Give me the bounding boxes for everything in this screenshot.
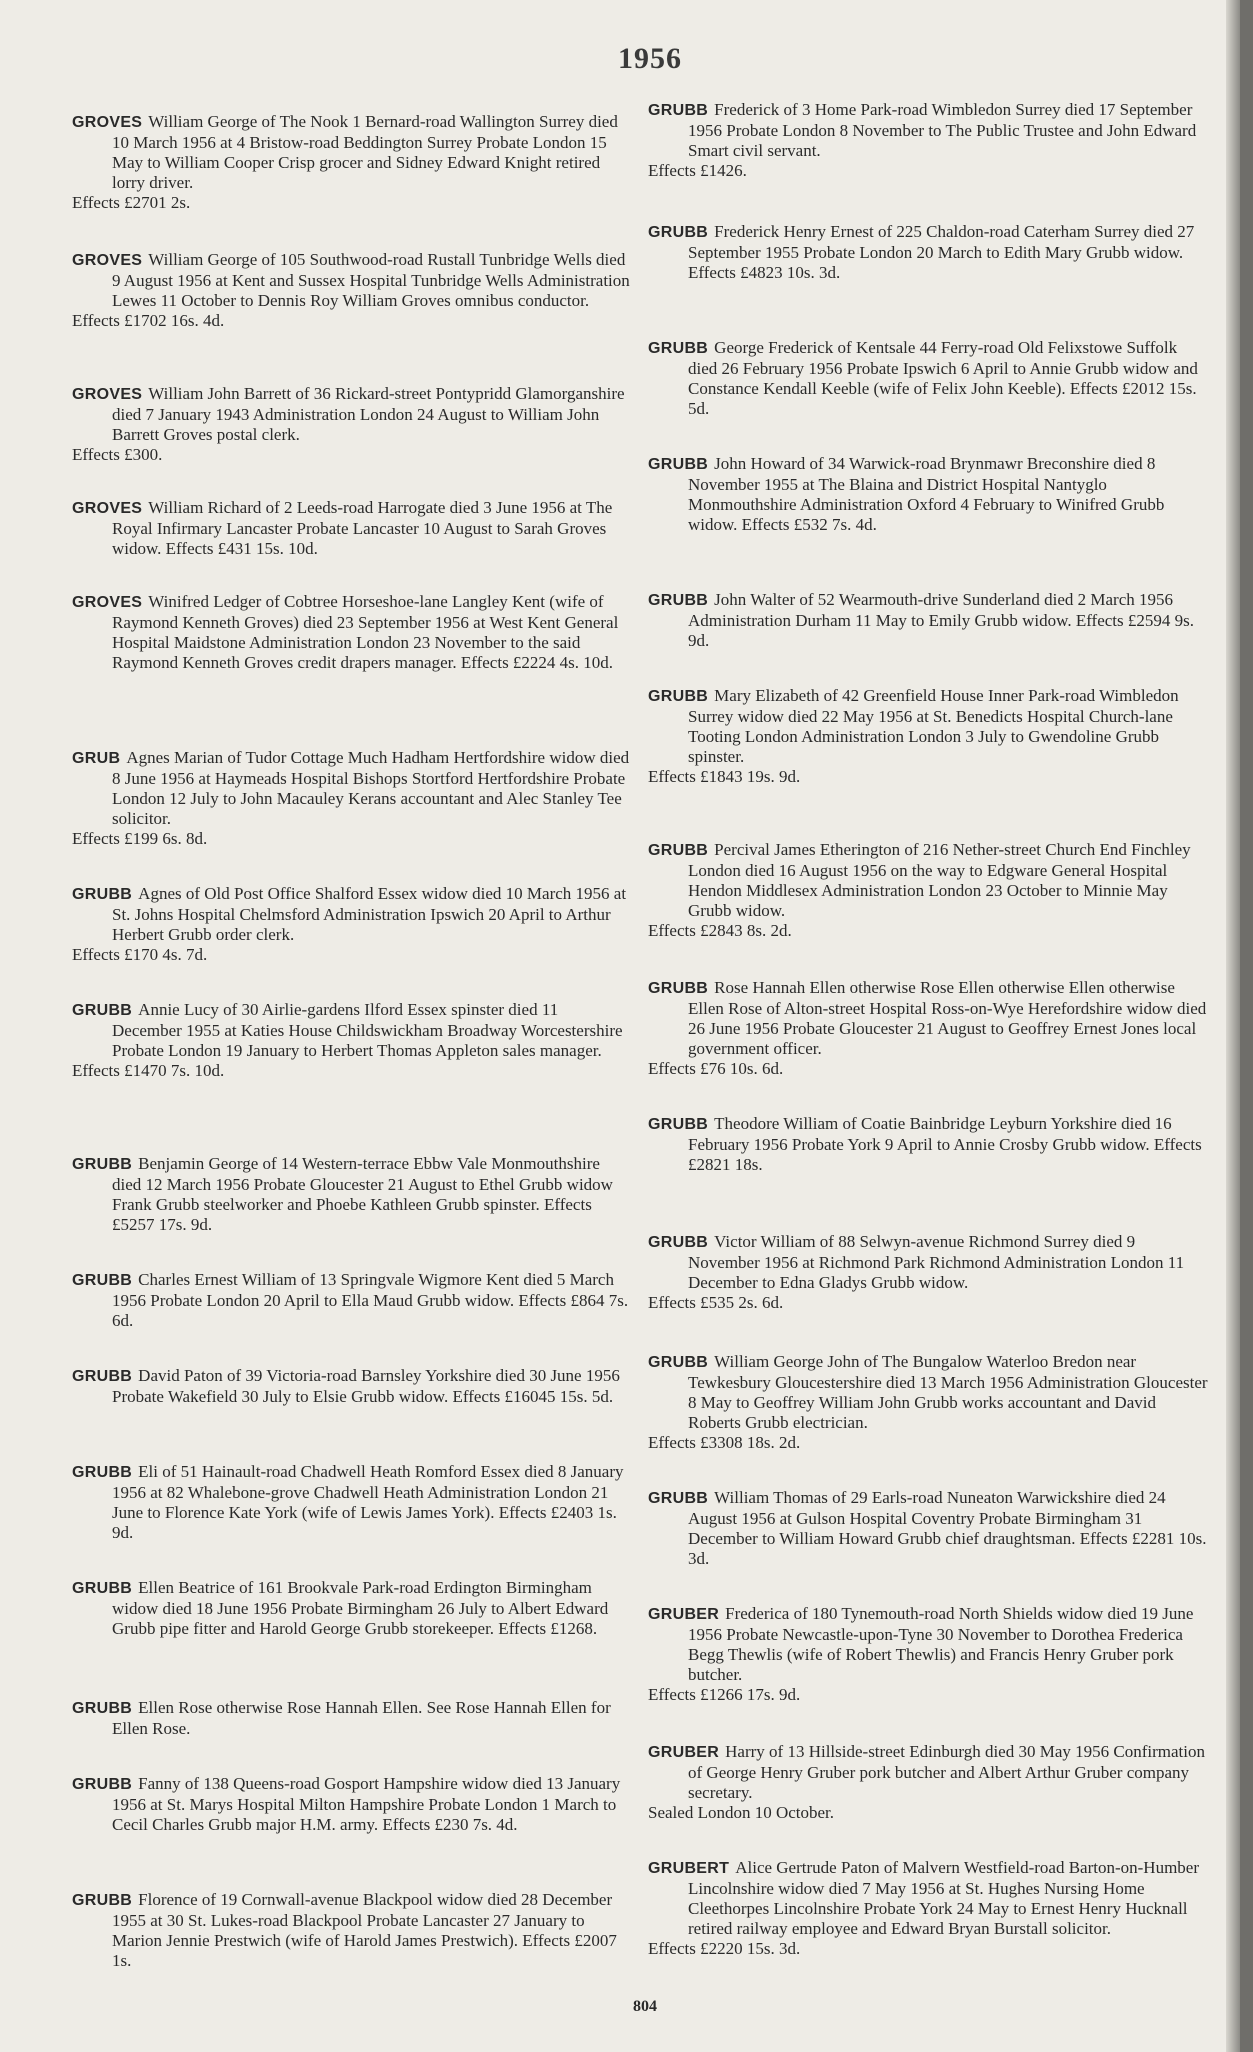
register-entry: GRUBB Frederick of 3 Home Park-road Wimbledon Surrey died 17 September 1956 Probate London 8 November to The Public Trustee and John Edward Smart civil servant. Effects £1426. bbox=[648, 100, 1197, 180]
register-entry: GRUBB Florence of 19 Cornwall-avenue Blackpool widow died 28 December 1955 at 30 St. Lukes-road Blackpool Probate Lancaster 27 January to Marion Jennie Prestwich (wife of Harold James Prestwich). Effects £2007 1s. bbox=[72, 1890, 617, 1970]
register-entry: GRUBB Victor William of 88 Selwyn-avenue Richmond Surrey died 9 November 1956 at Richmond Park Richmond Administration London 11 December to Edna Gladys Grubb widow. Effects £535 2s. 6d. bbox=[648, 1232, 1185, 1312]
register-entry: GRUBB Charles Ernest William of 13 Springvale Wigmore Kent died 5 March 1956 Probate London 20 April to Ella Maud Grubb widow. Effects £864 7s. 6d. bbox=[72, 1270, 629, 1330]
register-entry: GRUBERT Alice Gertrude Paton of Malvern Westfield-road Barton-on-Humber Lincolnshire widow died 7 May 1956 at St. Hughes Nursing Home Cleethorpes Lincolnshire Probate York 24 May to Ernest Henry Hucknall retired railway employee and Edward Bryan Burstall solicitor. Effects £2220 15s. 3d. bbox=[648, 1858, 1199, 1958]
register-entry: GROVES William Richard of 2 Leeds-road Harrogate died 3 June 1956 at The Royal Infirmary Lancaster Probate Lancaster 10 August to Sarah Groves widow. Effects £431 15s. 10d. bbox=[72, 498, 613, 558]
register-entry: GRUBB Percival James Etherington of 216 Nether-street Church End Finchley London died 16 August 1956 on the way to Edgware General Hospital Hendon Middlesex Administration London 23 October to Minnie May Grubb widow. Effects £2843 8s. 2d. bbox=[648, 840, 1191, 940]
register-entry: GRUB Agnes Marian of Tudor Cottage Much Hadham Hertfordshire widow died 8 June 1956 at Haymeads Hospital Bishops Stortford Hertfordshire Probate London 12 July to John Macauley Kerans accountant and Alec Stanley Tee solicitor. Effects £199 6s. 8d. bbox=[72, 748, 630, 848]
register-entry: GROVES William George of 105 Southwood-road Rustall Tunbridge Wells died 9 August 1956 at Kent and Sussex Hospital Tunbridge Wells Administration Lewes 11 October to Dennis Roy William Groves omnibus conductor. Effects £1702 16s. 4d. bbox=[72, 250, 630, 330]
register-entry: GRUBB John Walter of 52 Wearmouth-drive Sunderland died 2 March 1956 Administration Durham 11 May to Emily Grubb widow. Effects £2594 9s. 9d. bbox=[648, 590, 1195, 650]
register-entry: GRUBB John Howard of 34 Warwick-road Brynmawr Breconshire died 8 November 1955 at The Blaina and District Hospital Nantyglo Monmouthshire Administration Oxford 4 February to Winifred Grubb widow. Effects £532 7s. 4d. bbox=[648, 454, 1165, 534]
register-entry: GRUBB Fanny of 138 Queens-road Gosport Hampshire widow died 13 January 1956 at St. Marys Hospital Milton Hampshire Probate London 1 March to Cecil Charles Grubb major H.M. army. Effects £230 7s. 4d. bbox=[72, 1774, 621, 1834]
register-entry: GRUBB William George John of The Bungalow Waterloo Bredon near Tewkesbury Gloucestershire died 13 March 1956 Administration Gloucester 8 May to Geoffrey William John Grubb works accountant and David Roberts Grubb electrician. Effects £3308 18s. 2d. bbox=[648, 1352, 1208, 1452]
page-number: 804 bbox=[633, 1998, 657, 2015]
register-entry: GROVES William George of The Nook 1 Bernard-road Wallington Surrey died 10 March 1956 at 4 Bristow-road Beddington Surrey Probate London 15 May to William Cooper Crisp grocer and Sidney Edward Knight retired lorry driver. Effects £2701 2s. bbox=[72, 112, 618, 212]
register-entry: GRUBB Rose Hannah Ellen otherwise Rose Ellen otherwise Ellen otherwise Ellen Rose of Alton-street Hospital Ross-on-Wye Herefordshire widow died 26 June 1956 Probate Gloucester 21 August to Geoffrey Ernest Jones local government officer. Effects £76 10s. 6d. bbox=[648, 978, 1207, 1078]
register-entry: GRUBB Mary Elizabeth of 42 Greenfield House Inner Park-road Wimbledon Surrey widow died 22 May 1956 at St. Benedicts Hospital Church-lane Tooting London Administration London 3 July to Gwendoline Grubb spinster. Effects £1843 19s. 9d. bbox=[648, 686, 1179, 786]
register-entry: GRUBER Harry of 13 Hillside-street Edinburgh died 30 May 1956 Confirmation of George Henry Gruber pork butcher and Albert Arthur Gruber company secretary. Sealed London 10 October. bbox=[648, 1742, 1205, 1822]
register-entry: GROVES Winifred Ledger of Cobtree Horseshoe-lane Langley Kent (wife of Raymond Kenneth Groves) died 23 September 1956 at West Kent General Hospital Maidstone Administration London 23 November to the said Raymond Kenneth Groves credit drapers manager. Effects £2224 4s. 10d. bbox=[72, 592, 619, 672]
register-entry: GRUBB Ellen Beatrice of 161 Brookvale Park-road Erdington Birmingham widow died 18 June 1956 Probate Birmingham 26 July to Albert Edward Grubb pipe fitter and Harold George Grubb storekeeper. Effects £1268. bbox=[72, 1578, 609, 1638]
register-entry: GROVES William John Barrett of 36 Rickard-street Pontypridd Glamorganshire died 7 January 1943 Administration London 24 August to William John Barrett Groves postal clerk. Effects £300. bbox=[72, 384, 625, 464]
register-entry: GRUBB David Paton of 39 Victoria-road Barnsley Yorkshire died 30 June 1956 Probate Wakefield 30 July to Elsie Grubb widow. Effects £16045 15s. 5d. bbox=[72, 1366, 620, 1406]
register-entry: GRUBB Eli of 51 Hainault-road Chadwell Heath Romford Essex died 8 January 1956 at 82 Whalebone-grove Chadwell Heath Administration London 21 June to Florence Kate York (wife of Lewis James York). Effects £2403 1s. 9d. bbox=[72, 1462, 624, 1542]
register-entry: GRUBER Frederica of 180 Tynemouth-road North Shields widow died 19 June 1956 Probate Newcastle-upon-Tyne 30 November to Dorothea Frederica Begg Thewlis (wife of Robert Thewlis) and Francis Henry Gruber pork butcher. Effects £1266 17s. 9d. bbox=[648, 1604, 1194, 1704]
register-entry: GRUBB William Thomas of 29 Earls-road Nuneaton Warwickshire died 24 August 1956 at Gulson Hospital Coventry Probate Birmingham 31 December to William Howard Grubb chief draughtsman. Effects £2281 10s. 3d. bbox=[648, 1488, 1207, 1568]
register-entry: GRUBB Benjamin George of 14 Western-terrace Ebbw Vale Monmouthshire died 12 March 1956 Probate Gloucester 21 August to Ethel Grubb widow Frank Grubb steelworker and Phoebe Kathleen Grubb spinster. Effects £5257 17s. 9d. bbox=[72, 1154, 613, 1234]
register-entry: GRUBB Ellen Rose otherwise Rose Hannah Ellen. See Rose Hannah Ellen for Ellen Rose. bbox=[72, 1698, 611, 1738]
register-entry: GRUBB Annie Lucy of 30 Airlie-gardens Ilford Essex spinster died 11 December 1955 at Katies House Childswickham Broadway Worcestershire Probate London 19 January to Herbert Thomas Appleton sales manager. Effects £1470 7s. 10d. bbox=[72, 1000, 623, 1080]
register-entry: GRUBB Theodore William of Coatie Bainbridge Leyburn Yorkshire died 16 February 1956 Probate York 9 April to Annie Crosby Grubb widow. Effects £2821 18s. bbox=[648, 1114, 1202, 1174]
page-year: 1956 bbox=[618, 42, 682, 75]
register-entry: GRUBB George Frederick of Kentsale 44 Ferry-road Old Felixstowe Suffolk died 26 February 1956 Probate Ipswich 6 April to Annie Grubb widow and Constance Kendall Keeble (wife of Felix John Keeble). Effects £2012 15s. 5d. bbox=[648, 338, 1198, 418]
register-entry: GRUBB Frederick Henry Ernest of 225 Chaldon-road Caterham Surrey died 27 September 1955 Probate London 20 March to Edith Mary Grubb widow. Effects £4823 10s. 3d. bbox=[648, 222, 1195, 282]
page-edge-shadow bbox=[1226, 0, 1240, 2052]
register-entry: GRUBB Agnes of Old Post Office Shalford Essex widow died 10 March 1956 at St. Johns Hospital Chelmsford Administration Ipswich 20 April to Arthur Herbert Grubb order clerk. Effects £170 4s. 7d. bbox=[72, 884, 627, 964]
